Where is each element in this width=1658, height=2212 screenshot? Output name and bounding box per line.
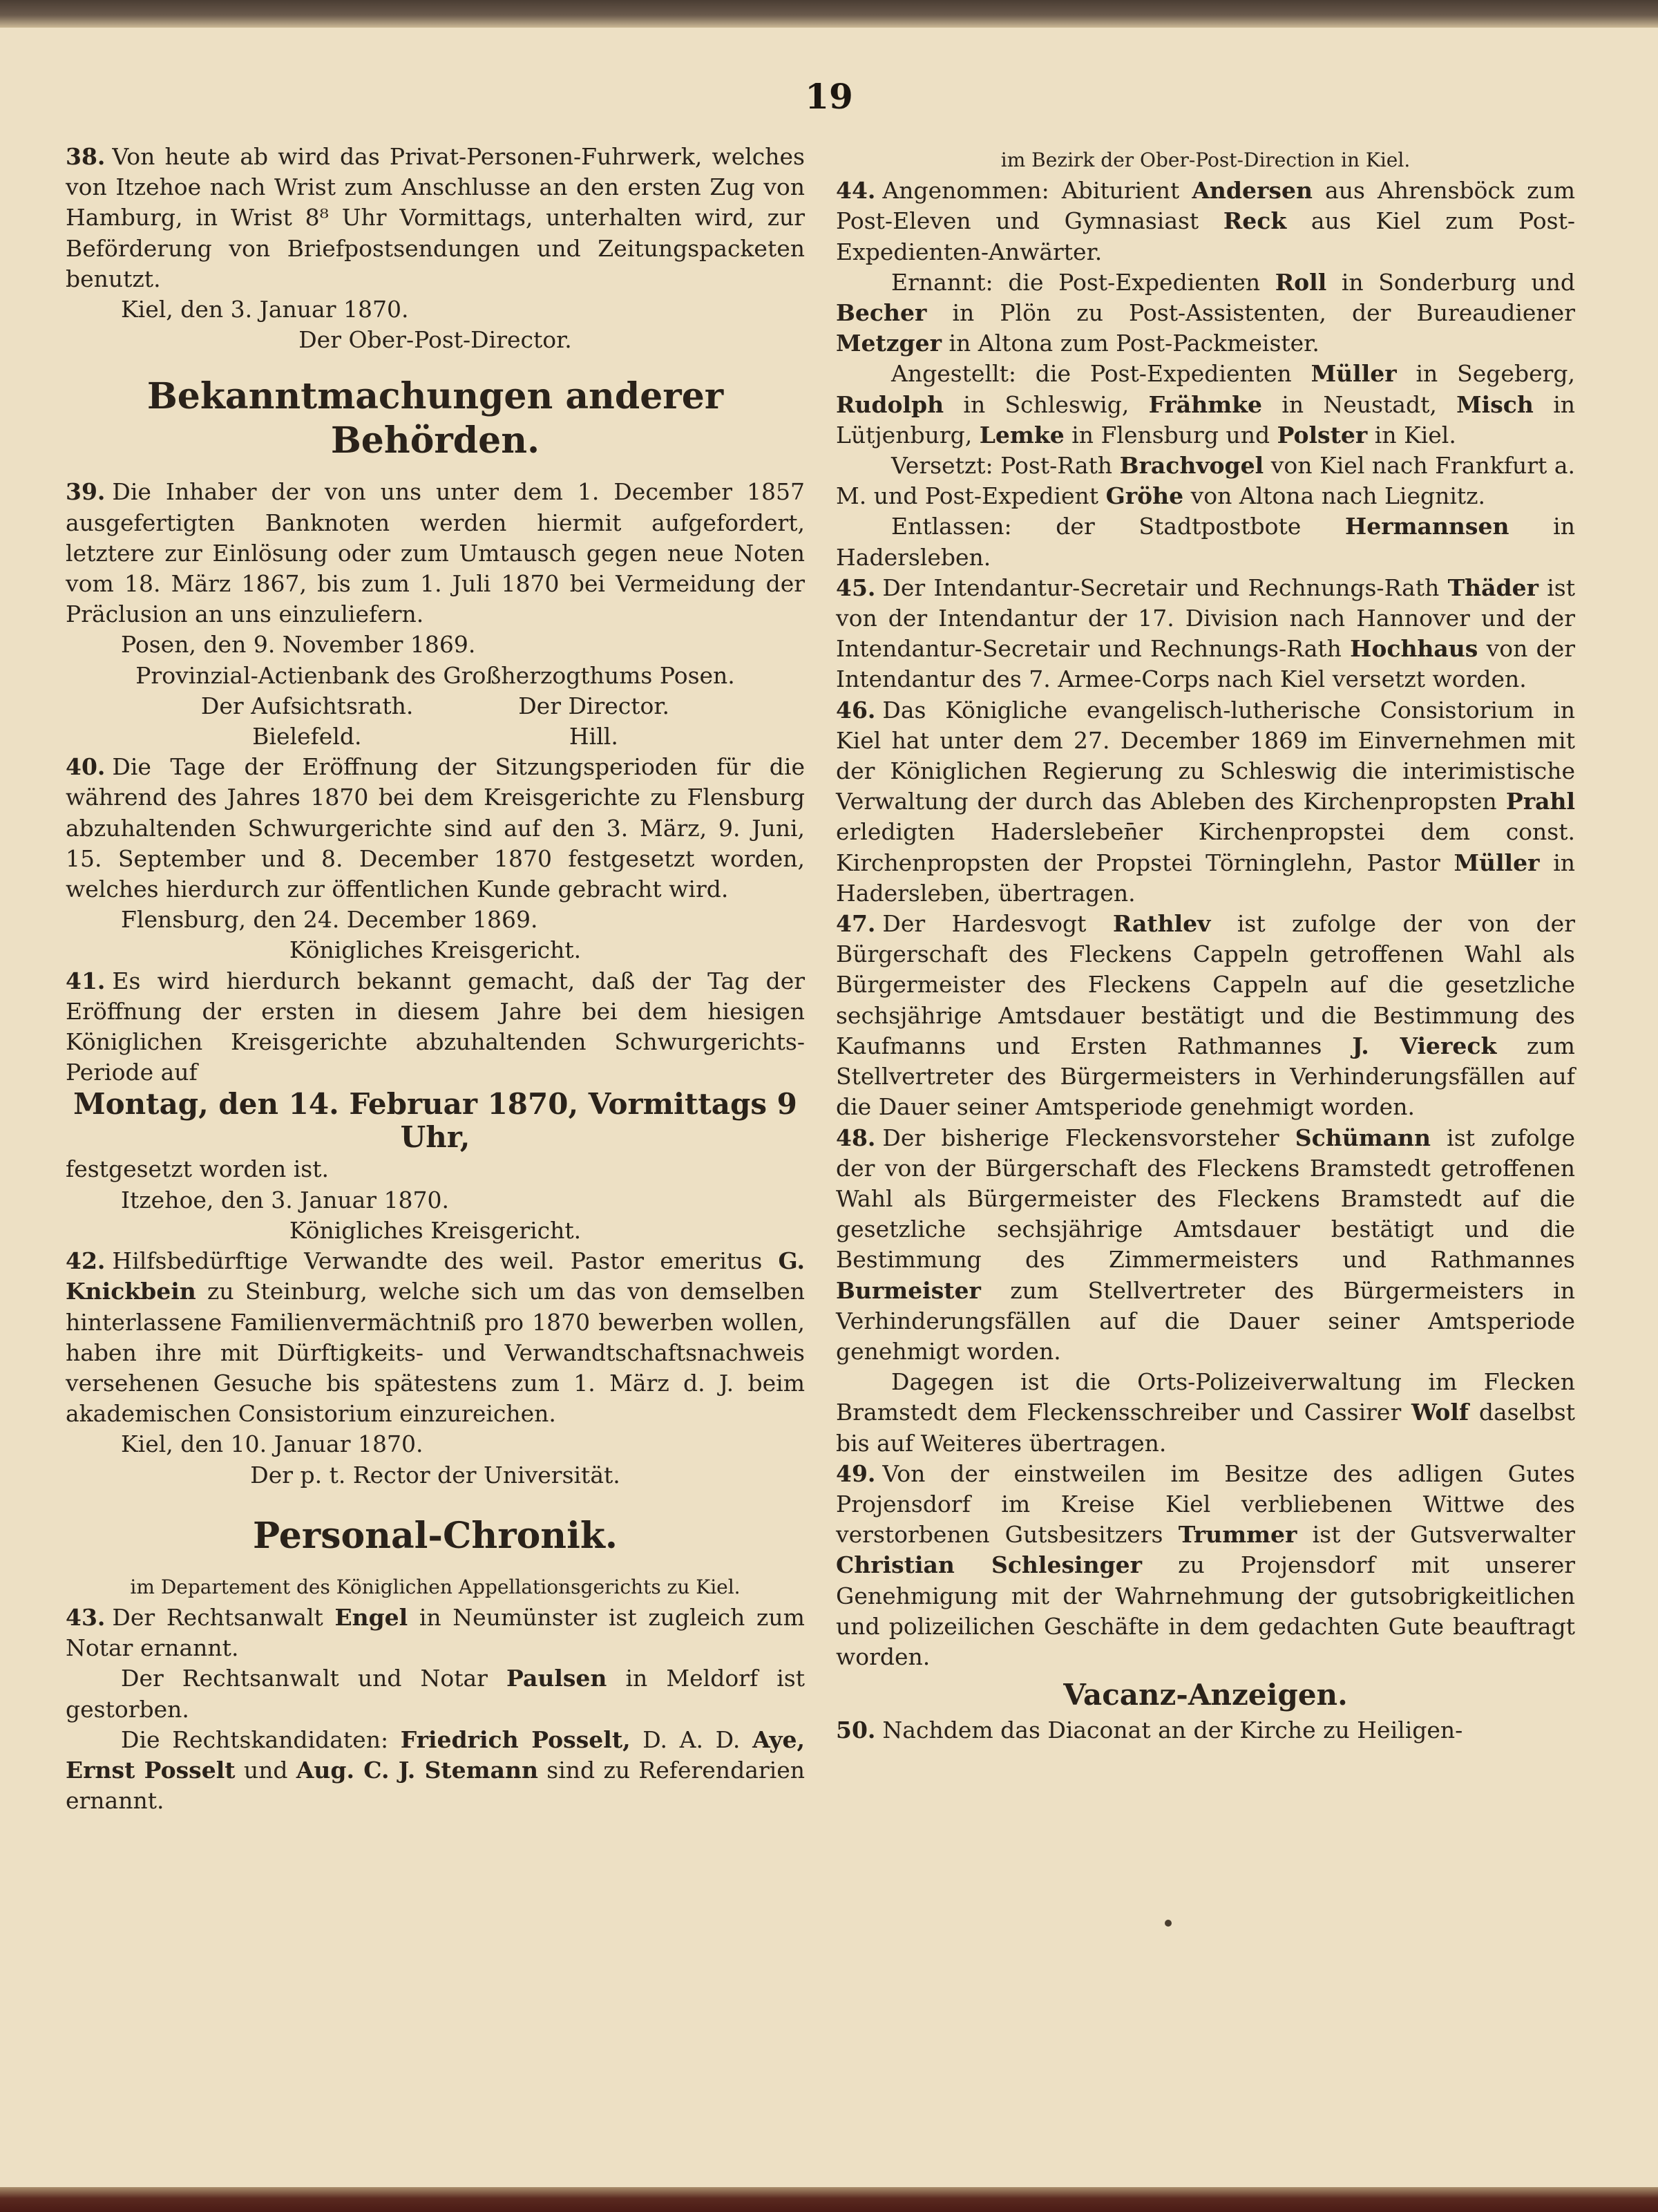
notice-text: Angestellt: die Post-Expedienten	[891, 360, 1292, 388]
section-heading: Vacanz-Anzeigen.	[1063, 1678, 1348, 1712]
notice-43	[66, 1603, 805, 1663]
notice-text: in Plön zu Post-Assistenten, der Bureaudiener	[952, 299, 1575, 327]
notice-text: D. A. D.	[642, 1726, 741, 1753]
right-column	[836, 145, 1575, 1746]
notice-text: in Meldorf ist gestorben.	[66, 1665, 805, 1723]
notice-text: ist von der Intendantur der 17. Division nach Hannover und der Intendantur-Secretair und Rechnungs-Rath	[836, 574, 1575, 663]
person-name: Müller	[1454, 849, 1540, 876]
notice-number: 43.	[66, 1603, 106, 1631]
notice-47	[836, 909, 1575, 1122]
person-name: Frähmke	[1148, 390, 1263, 418]
notice-50	[836, 1715, 1575, 1746]
notice-text: daselbst bis auf Weiteres übertragen.	[836, 1399, 1575, 1457]
notice-paragraph	[836, 511, 1575, 572]
notice-text: Entlassen: der Stadtpostbote	[891, 513, 1302, 540]
notice-text: ist der Gutsverwalter	[1312, 1521, 1575, 1549]
notice-date: Flensburg, den 24. December 1869.	[121, 906, 538, 934]
notice-paragraph	[836, 267, 1575, 359]
person-name: Thäder	[1447, 574, 1538, 601]
notice-text: in Hadersleben.	[836, 513, 1575, 571]
notice-paragraph	[836, 451, 1575, 511]
notice-text: ist zufolge der von der Bürgerschaft des Fleckens Cappeln getroffenen Wahl als Bürgermeister des Fleckens Cappeln auf die gesetzliche sechsjährige Amtsdauer bestätigt und die Bestimmung des Kaufmanns und Ersten Rathmannes	[836, 910, 1575, 1059]
notice-number: 48.	[836, 1124, 876, 1151]
person-name: Reck	[1223, 207, 1287, 235]
page-top-edge	[0, 0, 1658, 28]
signature-hill: Hill.	[569, 723, 618, 750]
notice-text: Versetzt: Post-Rath	[891, 452, 1113, 480]
notice-text: von Altona nach Liegnitz.	[1190, 482, 1486, 510]
role-supervisory-board: Der Aufsichtsrath.	[200, 692, 414, 719]
notice-text: in Flensburg und	[1071, 421, 1270, 448]
notice-text: Dagegen ist die Orts-Polizeiverwaltung im Flecken Bramstedt dem Fleckensschreiber und Cassirer	[836, 1368, 1575, 1426]
notice-text: und	[243, 1756, 288, 1784]
notice-number: 45.	[836, 574, 876, 601]
session-date-emphasis: Montag, den 14. Februar 1870, Vormittags 9 Uhr,	[73, 1087, 797, 1155]
person-name: Misch	[1456, 390, 1534, 418]
person-name: Hochhaus	[1350, 635, 1478, 663]
notice-date: Kiel, den 3. Januar 1870.	[121, 296, 409, 323]
bank-name: Provinzial-Actienbank des Großherzogthums Posen.	[135, 661, 735, 689]
notice-38	[66, 142, 805, 294]
person-name: Prahl	[1505, 788, 1575, 815]
person-name: Engel	[334, 1603, 408, 1631]
person-name: Aug. C. J. Stemann	[296, 1756, 538, 1784]
person-name: Hermannsen	[1345, 513, 1509, 540]
person-name: Trummer	[1178, 1521, 1297, 1549]
notice-number: 47.	[836, 910, 876, 938]
notice-paragraph	[836, 359, 1575, 451]
notice-text: Der bisherige Fleckensvorsteher	[882, 1124, 1279, 1151]
notice-text: Der Intendantur-Secretair und Rechnungs-Rath	[882, 574, 1440, 601]
person-name: Rathlev	[1112, 910, 1211, 938]
notice-text: Von heute ab wird das Privat-Personen-Fuhrwerk, welches von Itzehoe nach Wrist zum Anschlusse an den ersten Zug von Hamburg, in Wrist 8⁸ Uhr Vormittags, unterhalten wird, zur Beförderung von Briefpostsendungen und Zeitungspacketen benutzt.	[66, 143, 805, 292]
notice-42	[66, 1246, 805, 1429]
notice-number: 40.	[66, 753, 106, 781]
notice-signer: Der Ober-Post-Director.	[298, 326, 572, 354]
notice-number: 46.	[836, 696, 876, 724]
notice-text: sind zu Referendarien ernannt.	[66, 1756, 805, 1815]
notice-text: Ernannt: die Post-Expedienten	[891, 268, 1261, 296]
notice-signer: Königliches Kreisgericht.	[289, 936, 582, 964]
role-director: Der Director.	[518, 692, 670, 719]
person-name: G. Knickbein	[66, 1247, 805, 1305]
page-bottom-edge	[0, 2187, 1658, 2212]
notice-41	[66, 966, 805, 1088]
section-subtitle: im Departement des Königlichen Appellationsgerichts zu Kiel.	[130, 1575, 741, 1598]
notice-text: in Lütjenburg,	[836, 390, 1576, 448]
notice-text: erledigten Hadersleben̄er Kirchenpropstei dem const. Kirchenpropsten der Propstei Törninglehn, Pastor	[836, 818, 1575, 876]
person-name: Friedrich Posselt,	[400, 1726, 631, 1753]
notice-49	[836, 1459, 1575, 1672]
notice-46	[836, 695, 1575, 909]
notice-text: Der Rechtsanwalt und Notar	[121, 1665, 488, 1692]
notice-signer: Der p. t. Rector der Universität.	[250, 1461, 620, 1488]
section-subtitle: im Bezirk der Ober-Post-Direction in Kiel.	[1000, 149, 1411, 171]
person-name: Brachvogel	[1119, 452, 1264, 480]
notice-text: Das Königliche evangelisch-lutherische Consistorium in Kiel hat unter dem 27. December 1869 im Einvernehmen mit der Königlichen Regierung zu Schleswig die interimistische Verwaltung der durch das Ableben des Kirchenpropsten	[836, 696, 1575, 815]
notice-text: aus Ahrensböck zum Post-Eleven und Gymnasiast	[836, 177, 1575, 235]
notice-text: in Schleswig,	[963, 390, 1130, 418]
notice-text: Nachdem das Diaconat an der Kirche zu Heiligen-	[882, 1717, 1463, 1744]
person-name: Andersen	[1192, 177, 1313, 205]
person-name: Christian Schlesinger	[836, 1551, 1143, 1579]
notice-text: in Kiel.	[1374, 421, 1456, 448]
ink-dot	[1165, 1920, 1172, 1927]
notice-date: Itzehoe, den 3. Januar 1870.	[121, 1186, 450, 1213]
notice-number: 42.	[66, 1247, 106, 1275]
notice-44	[836, 176, 1575, 267]
person-name: Schümann	[1295, 1124, 1431, 1151]
person-name: Lemke	[979, 421, 1065, 448]
notice-text: Es wird hierdurch bekannt gemacht, daß der Tag der Eröffnung der ersten in diesem Jahre bei dem hiesigen Königlichen Kreisgerichte abzuhaltenden Schwurgerichts-Periode auf	[66, 967, 805, 1086]
notice-number: 50.	[836, 1717, 876, 1744]
section-heading: Bekanntmachungen anderer Behörden.	[146, 375, 724, 462]
notice-text: zum Stellvertreter des Bürgermeisters in Verhinderungsfällen auf die Dauer seiner Amtsperiode genehmigt worden.	[836, 1276, 1575, 1365]
notice-text: in Neustadt,	[1281, 390, 1437, 418]
person-name: Rudolph	[836, 390, 944, 418]
notice-date: Kiel, den 10. Januar 1870.	[121, 1430, 423, 1458]
notice-39	[66, 477, 805, 630]
section-heading: Personal-Chronik.	[253, 1514, 618, 1557]
notice-text: Die Rechtskandidaten:	[121, 1726, 389, 1753]
notice-number: 38.	[66, 143, 106, 170]
notice-48	[836, 1123, 1575, 1368]
notice-number: 41.	[66, 967, 106, 994]
notice-tail: festgesetzt worden ist.	[66, 1155, 329, 1183]
notice-40	[66, 752, 805, 905]
notice-signer: Königliches Kreisgericht.	[289, 1216, 582, 1244]
person-name: Gröhe	[1105, 482, 1184, 510]
notice-number: 44.	[836, 177, 876, 205]
notice-text: in Hadersleben, übertragen.	[836, 849, 1575, 907]
notice-text: Der Rechtsanwalt	[112, 1603, 323, 1631]
notice-text: Hilfsbedürftige Verwandte des weil. Pastor emeritus	[112, 1247, 763, 1275]
notice-text: in Altona zum Post-Packmeister.	[949, 330, 1319, 357]
person-name: Becher	[836, 299, 927, 327]
notice-paragraph	[66, 1725, 805, 1817]
left-column	[66, 142, 805, 1816]
person-name: Aye, Ernst Posselt	[66, 1726, 805, 1784]
notice-text: zum Stellvertreter des Bürgermeisters in Verhinderungsfällen auf die Dauer seiner Amtsperiode genehmigt worden.	[836, 1032, 1575, 1121]
signature-bielefeld: Bielefeld.	[252, 723, 362, 750]
person-name: Paulsen	[506, 1665, 607, 1692]
notice-text: von Kiel nach Frankfurt a. M. und Post-Expedient	[836, 452, 1575, 510]
notice-text: zu Projensdorf mit unserer Genehmigung mit der Wahrnehmung der gutsobrigkeitlichen und polizeilichen Geschäfte in dem gedachten Gute beauftragt worden.	[836, 1551, 1576, 1670]
person-name: Wolf	[1411, 1399, 1469, 1426]
notice-text: von der Intendantur des 7. Armee-Corps nach Kiel versetzt worden.	[836, 635, 1576, 693]
signature-names	[66, 721, 805, 752]
notice-paragraph	[66, 1663, 805, 1724]
notice-text: aus Kiel zum Post-Expedienten-Anwärter.	[836, 207, 1575, 265]
notice-text: in Neumünster ist zugleich zum Notar ernannt.	[66, 1603, 805, 1662]
notice-number: 39.	[66, 478, 106, 506]
notice-text: Angenommen: Abiturient	[882, 177, 1180, 205]
notice-45	[836, 573, 1575, 695]
person-name: Burmeister	[836, 1276, 981, 1304]
person-name: Müller	[1311, 360, 1397, 388]
notice-number: 49.	[836, 1459, 876, 1487]
notice-paragraph	[836, 1367, 1575, 1459]
notice-text: in Segeberg,	[1416, 360, 1575, 388]
person-name: Metzger	[836, 330, 942, 357]
notice-text: Der Hardesvogt	[882, 910, 1087, 938]
person-name: Polster	[1277, 421, 1368, 448]
signature-roles	[66, 691, 805, 721]
notice-text: Die Tage der Eröffnung der Sitzungsperioden für die während des Jahres 1870 bei dem Kreisgerichte zu Flensburg abzuhaltenden Schwurgerichte sind auf den 3. März, 9. Juni, 15. September und 8. December 1870 festgesetzt worden, welches hierdurch zur öffentlichen Kunde gebracht wird.	[66, 753, 805, 903]
notice-date: Posen, den 9. November 1869.	[121, 631, 476, 659]
notice-text: zu Steinburg, welche sich um das von demselben hinterlassene Familienvermächtniß pro 1870 bewerben wollen, haben ihre mit Dürftigkeits- und Verwandtschaftsnachweis versehenen Gesuche bis spätestens zum 1. März d. J. beim akademischen Consistorium einzureichen.	[66, 1278, 805, 1428]
notice-text: ist zufolge der von der Bürgerschaft des Fleckens Bramstedt getroffenen Wahl als Bürgermeister des Fleckens Bramstedt auf die gesetzliche sechsjährige Amtsdauer bestätigt und die Bestimmung des Zimmermeisters und Rathmannes	[836, 1124, 1575, 1274]
person-name: Roll	[1275, 268, 1327, 296]
notice-text: Von der einstweilen im Besitze des adligen Gutes Projensdorf im Kreise Kiel verbliebenen Wittwe des verstorbenen Gutsbesitzers	[836, 1459, 1575, 1549]
person-name: J. Viereck	[1352, 1032, 1497, 1059]
notice-text: Die Inhaber der von uns unter dem 1. December 1857 ausgefertigten Banknoten werden hiermit aufgefordert, letztere zur Einlösung oder zum Umtausch gegen neue Noten vom 18. März 1867, bis zum 1. Juli 1870 bei Vermeidung der Präclusion an uns einzuliefern.	[66, 478, 805, 628]
notice-text: in Sonderburg und	[1341, 268, 1575, 296]
page-number: 19	[805, 76, 853, 117]
